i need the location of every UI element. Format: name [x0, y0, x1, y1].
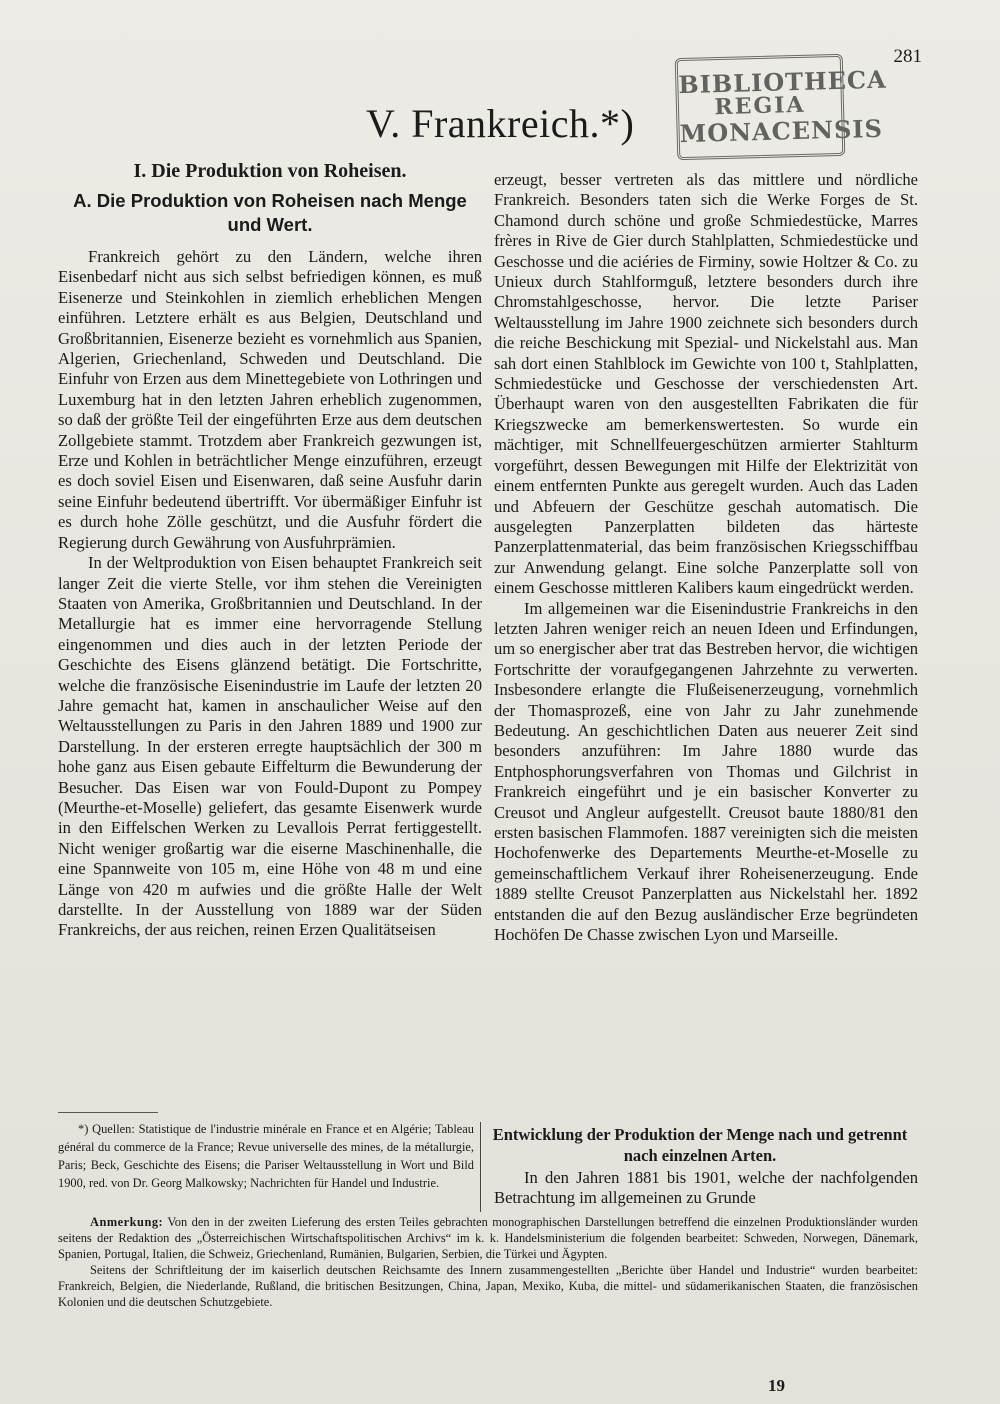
paragraph: In der Weltproduktion von Eisen behauptet Frankreich seit langer Zeit die vierte Stelle, vor ihm stehen die Vereinigten Staaten von Amerika, Großbritannien und Deutschland. In der Metallurgie hat es immer eine hervorragende Stellung eingenommen und dies auch in der letzten Periode der Geschichte des Eisens glänzend betätigt. Die Fortschritte, welche die französische Eisenindustrie im Laufe der letzten 20 Jahre gemacht hat, kamen in anschaulicher Weise auf den Weltausstellungen zu Paris in den Jahren 1889 und 1900 zur Darstellung. In der ersteren erregte hauptsächlich der 300 m hohe ganz aus Eisen gebaute Eiffelturm die Bewunderung der Besucher. Das Eisen war von Fould-Dupont zu Pompey (Meurthe-et-Moselle) geliefert, das gesamte Eisenwerk wurde in den Eiffelschen Werken zu Levallois Perrat fertiggestellt. Nicht weniger großartig war die eiserne Maschinenhalle, die eine Spannweite von 105 m, eine Höhe von 48 m und eine Länge von 420 m aufwies und die größte Halle der Welt darstellte. In der Ausstellung von 1889 war der Süden Frankreichs, der aus reichen, reinen Erzen Qualitätseisen [58, 553, 482, 940]
footnote-divider [58, 1112, 158, 1113]
annotation-second: Seitens der Schriftleitung der im kaiserlich deutschen Reichsamte des Innern zusammengestellten „Berichte über Handel und Industrie“ wurden bearbeitet: Frankreich, Belgien, die Niederlande, Rußland, die britischen Besitzungen, China, Japan, Mexiko, Kuba, die mittel- und südamerikanischen Staaten, die französischen Kolonien und die deutschen Schutzgebiete. [58, 1263, 918, 1309]
paragraph: Im allgemeinen war die Eisenindustrie Frankreichs in den letzten Jahren weniger reich an neuen Ideen und Erfindungen, um so energischer aber trat das Bestreben hervor, die wichtigen Fortschritte der voraufgegangenen Jahrzehnte zu verwerten. Insbesondere erlangte die Flußeisenerzeugung, vornehmlich der Thomasprozeß, eine von Jahr zu Jahr zunehmende Bedeutung. An geschichtlichen Daten aus neuerer Zeit sind besonders anzuführen: Im Jahre 1880 wurde das Entphosphorungsverfahren von Thomas und Gilchrist in Frankreich eingeführt und je ein basischer Konverter zu Creusot und Angleur aufgestellt. Creusot baute 1880/81 den ersten basischen Flammofen. 1887 vereinigten sich die meisten Hochofenwerke des Departements Meurthe-et-Moselle zu gemeinschaftlichem Verkauf ihrer Roheisenerzeugung. Ende 1889 stellte Creusot Panzerplatten aus Nickelstahl her. 1892 entstanden die auf den Bezug ausländischer Erze begründeten Hochöfen De Chasse zwischen Lyon und Marseille. [494, 598, 918, 945]
signature-mark: 19 [768, 1376, 785, 1395]
paragraph: erzeugt, besser vertreten als das mittlere und nördliche Frankreich. Besonders taten sich die Werke Forges de St. Chamond durch schöne und große Schmiedestücke, Marres frères in Rive de Gier durch Stahlplatten, Schmiedestücke und Geschosse und die aciéries de Firminy, sowie Holtzer & Co. zu Unieux durch Stahlformguß, letztere besonders durch ihre Chromstahlgeschosse, hervor. Die letzte Pariser Weltausstellung im Jahre 1900 zeichnete sich besonders durch die reiche Beschickung mit Spezial- und Nickelstahl aus. Man sah dort einen Stahlblock im Gewichte von 100 t, Stahlplatten, Schmiedestücke und Geschosse der verschiedensten Art. Überhaupt waren von den ausgestellten Fabrikaten die für Kriegszwecke am bemerkenswertesten. So wurde ein mächtiger, mit Schnellfeuergeschützen armierter Stahlturm vorgeführt, dessen Bewegungen mit Hilfe der Elektrizität von einem entfernten Punkte aus geregelt wurden. Auch das Laden und Abfeuern der Geschütze geschah automatisch. Die ausgelegten Panzerplatten bildeten das härteste Panzerplattenmaterial, das beim französischen Kriegsschiffbau zur Anwendung gelangt. Eine solche Panzerplatte soll von einem Geschosse mittleren Kalibers kaum eingedrückt werden. [494, 170, 918, 598]
left-column [58, 160, 482, 941]
annotation-text: Von den in der zweiten Lieferung des ersten Teiles gebrachten monographischen Darstellungen betreffend die einzelnen Produktionsländer wurden seitens der Redaktion des „Österreichischen Wirtschaftspolitischen Archivs“ im k. k. Handelsministerium die folgenden bearbeitet: Schweden, Norwegen, Dänemark, Spanien, Portugal, Italien, die Schweiz, Griechenland, Rumänien, Bulgarien, Serbien, die Türkei und Ägypten. [58, 1215, 918, 1261]
annotation-note [58, 1214, 918, 1310]
library-stamp [675, 54, 888, 160]
stamp-line-1: BIBLIOTHECA [678, 64, 888, 100]
right-column [494, 170, 918, 945]
stamp-line-2: REGIA [714, 92, 806, 121]
annotation-label: Anmerkung: [90, 1215, 164, 1229]
subsection-heading: A. Die Produktion von Roheisen nach Menge und Wert. [73, 190, 467, 235]
subsection-heading-right: Entwicklung der Produktion der Menge nach und getrennt nach einzelnen Arten. [492, 1125, 908, 1165]
page-number: 281 [893, 46, 922, 67]
page-title: V. Frankreich.*) [366, 101, 635, 146]
stamp-line-3: MONACENSIS [679, 113, 884, 148]
footnote: *) Quellen: Statistique de l'industrie minérale en France et en Algérie; Tableau général du commerce de la France; Revue universelle des mines, de la métallurgie, Paris; Beck, Geschichte des Eisens; die Pariser Weltausstellung in Wort und Bild 1900, red. von Dr. Georg Malkowsky; Nachrichten für Handel und Industrie. [58, 1122, 474, 1190]
paragraph: Frankreich gehört zu den Ländern, welche ihren Eisenbedarf nicht aus sich selbst befriedigen können, es muß Eisenerze und Steinkohlen in ziemlich erheblichen Mengen einführen. Letztere erhält es aus Belgien, Deutschland und Großbritannien, Eisenerze bezieht es vornehmlich aus Spanien, Algerien, Griechenland, Schweden und Deutschland. Die Einfuhr von Erzen aus dem Minettegebiete von Lothringen und Luxemburg hat in den letzten Jahren erheblich zugenommen, so daß der größte Teil der eingeführten Erze aus dem deutschen Zollgebiete stammt. Trotzdem aber Frankreich gezwungen ist, Erze und Kohlen in beträchtlicher Menge einzuführen, erzeugt es doch soviel Eisen und Eisenwaren, daß seine Ausfuhr darin seine Einfuhr bedeutend übertrifft. Vor übermäßiger Einfuhr ist es durch hohe Zölle geschützt, und die Ausfuhr fördert die Regierung durch Gewährung von Ausfuhrprämien. [58, 247, 482, 552]
paragraph: In den Jahren 1881 bis 1901, welche der nachfolgenden Betrachtung im allgemeinen zu Grunde [494, 1168, 918, 1208]
section-heading: I. Die Produktion von Roheisen. [133, 160, 407, 182]
